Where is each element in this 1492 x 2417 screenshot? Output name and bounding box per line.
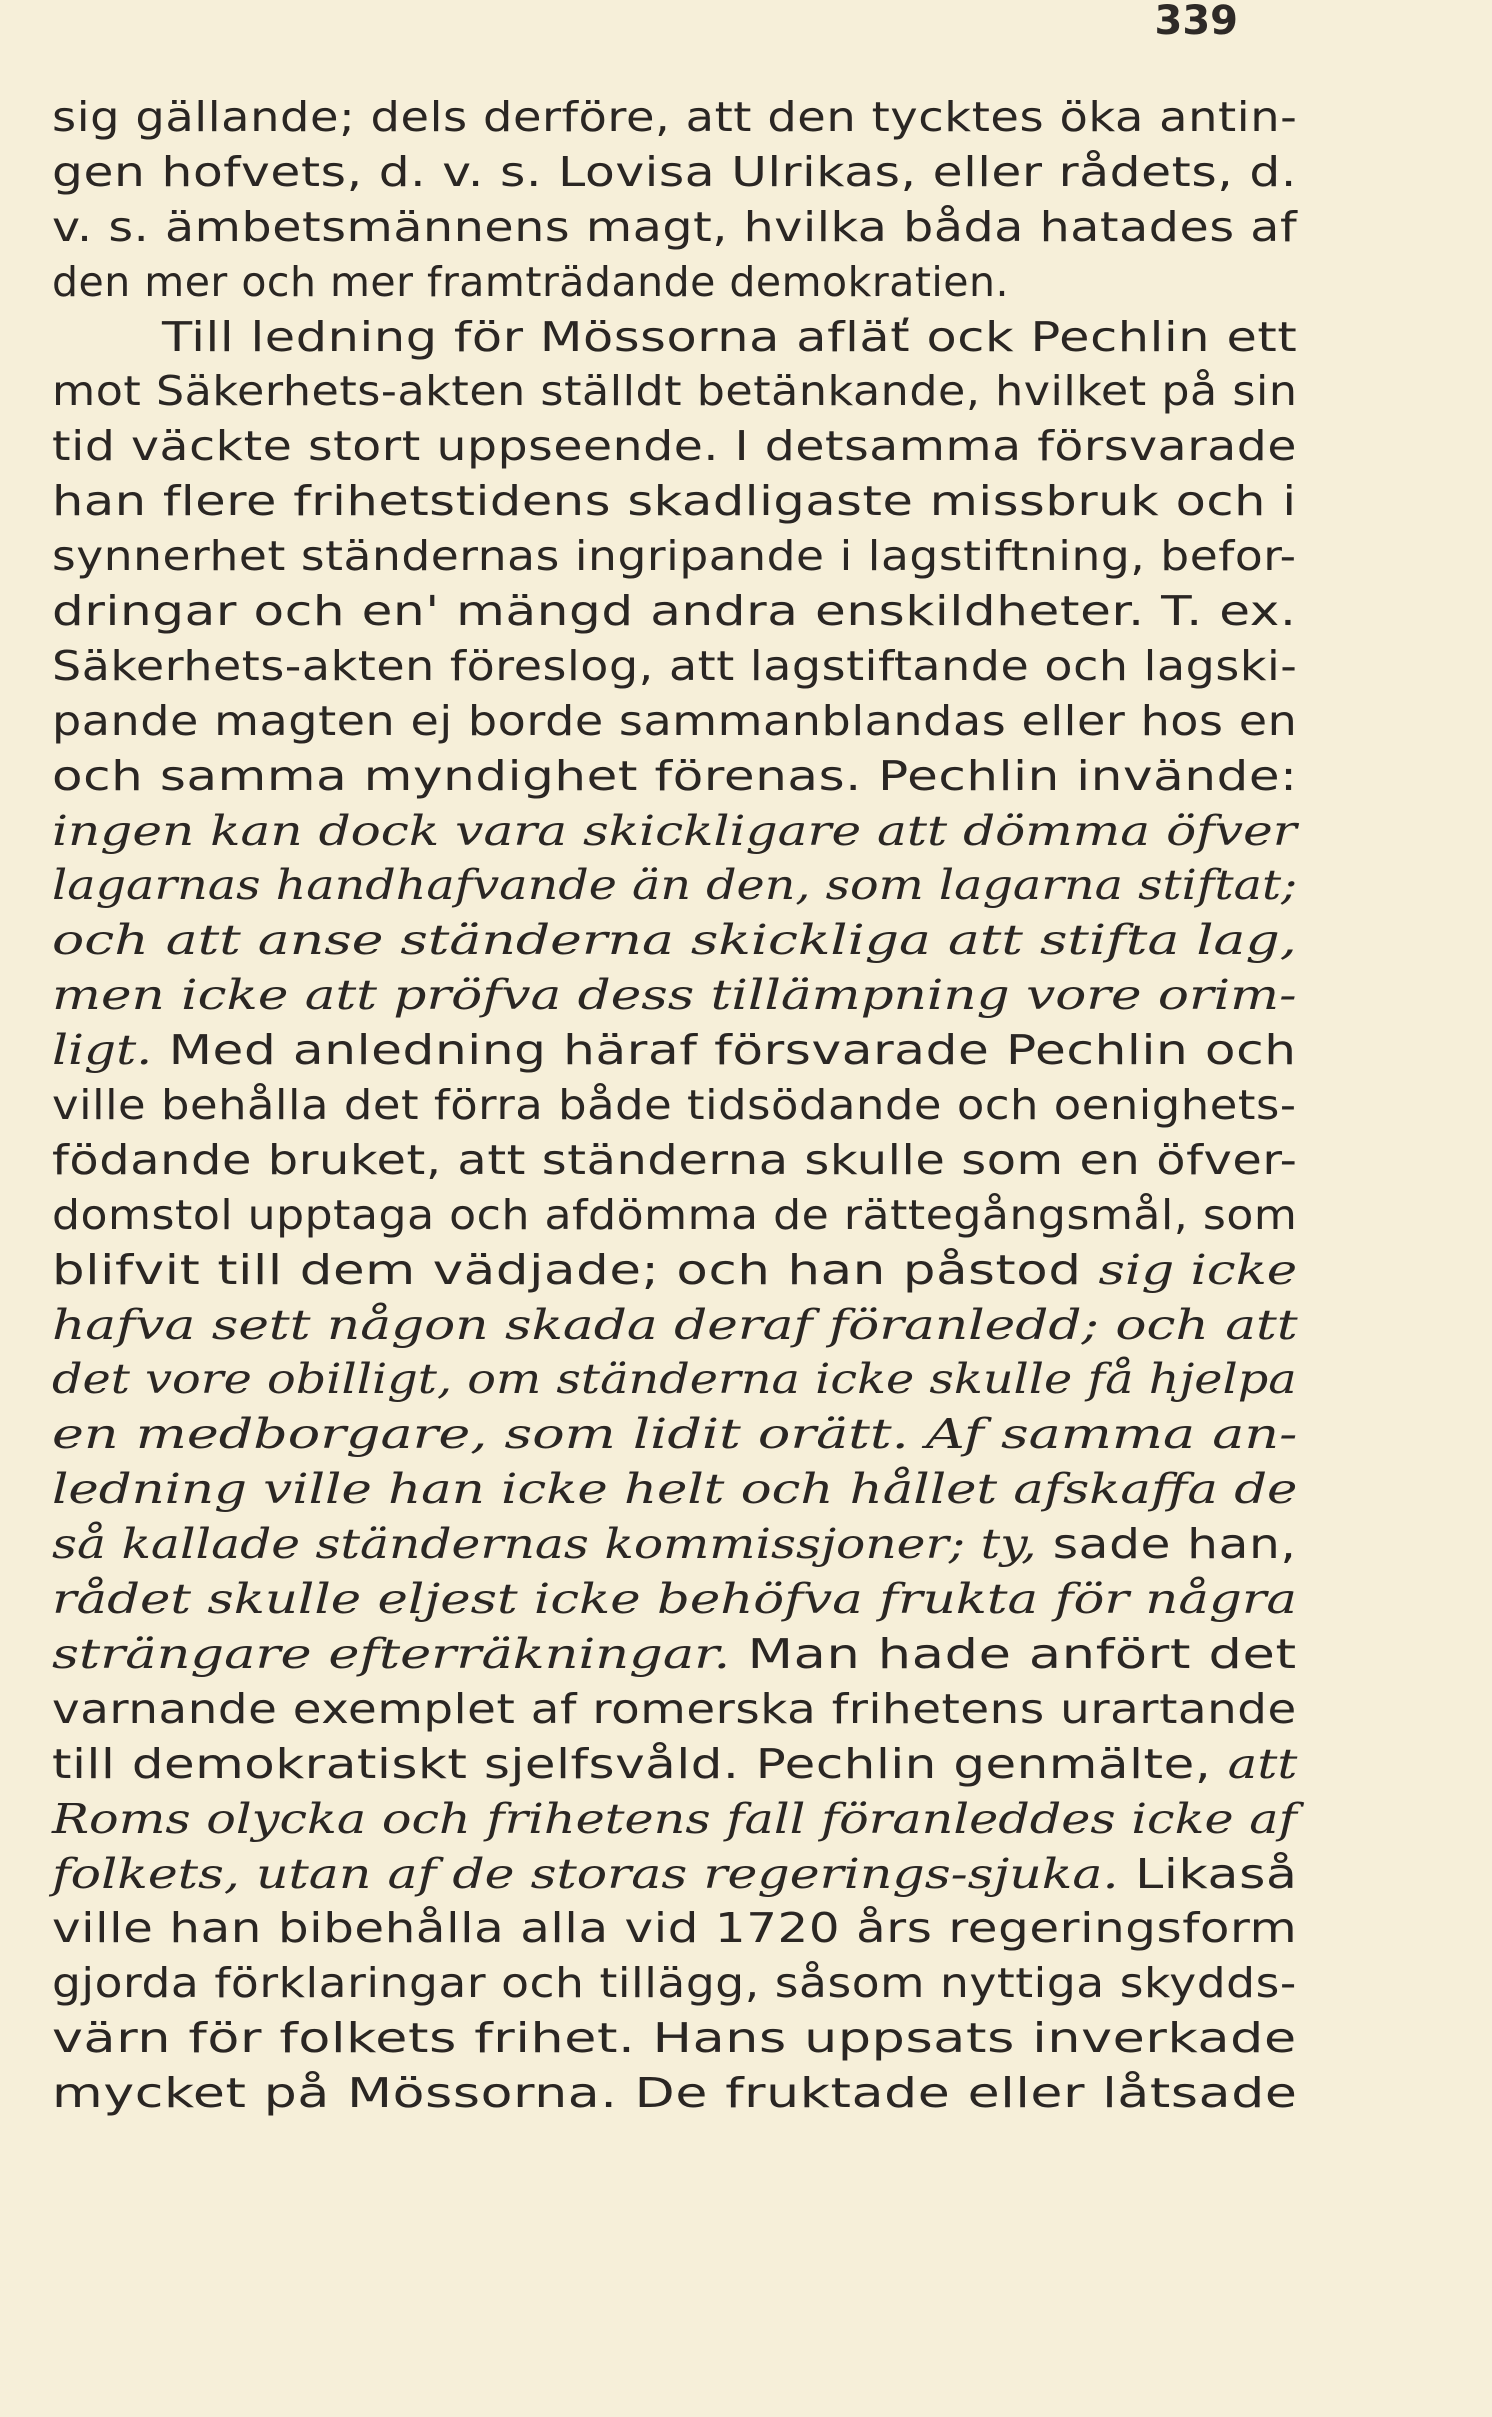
text-line-content: [52, 1517, 1296, 1572]
text-line: [52, 1956, 1297, 2011]
roman-text: han flere frihetstidens skadligaste missbruk och i: [52, 477, 1297, 526]
text-line-content: [52, 1243, 1297, 1298]
italic-text: lagarnas handhafvande än den, som lagarna stiftat;: [52, 861, 1298, 910]
italic-text: hafva sett någon skada deraf föranledd; och att: [52, 1300, 1298, 1349]
text-line: [52, 255, 1297, 310]
text-line-content: [162, 310, 1297, 365]
roman-text: pande magten ej borde sammanblandas eller hos en: [52, 696, 1298, 745]
text-line-content: [52, 1901, 1297, 1956]
text-line-content: [52, 1407, 1297, 1462]
roman-text: till demokratiskt sjelfsvåld. Pechlin genmälte,: [52, 1739, 1228, 1788]
italic-text: strängare efterräkningar.: [52, 1629, 731, 1678]
text-line: [52, 749, 1297, 804]
text-line-content: [52, 584, 1296, 639]
text-line: [52, 804, 1297, 859]
text-line-content: [52, 1133, 1297, 1188]
text-line: [52, 2066, 1297, 2121]
roman-text: ville behålla det förra både tidsödande och oenighets-: [52, 1081, 1297, 1130]
italic-text: rådet skulle eljest icke behöfva frukta för några: [52, 1575, 1298, 1624]
roman-text: tid väckte stort uppseende. I detsamma försvarade: [52, 422, 1297, 471]
roman-text: Man hade anfört det: [730, 1629, 1297, 1678]
text-line: [52, 913, 1297, 968]
roman-text: födande bruket, att ständerna skulle som en öfver-: [52, 1135, 1298, 1184]
text-line-content: [52, 694, 1297, 749]
text-line: [52, 1078, 1297, 1133]
text-line: [52, 858, 1297, 913]
text-line-content: [52, 255, 1009, 310]
text-line: [52, 1023, 1297, 1078]
italic-text: att: [1227, 1739, 1298, 1788]
roman-text: Till ledning för Mössorna afläť ock Pechlin ett: [162, 312, 1298, 361]
text-line: [52, 474, 1297, 529]
text-line: [52, 1298, 1297, 1353]
text-line: [52, 1627, 1297, 1682]
text-line: [52, 639, 1297, 694]
italic-text: så kallade ständernas kommissjoner; ty,: [52, 1520, 1037, 1569]
text-line-content: [52, 1352, 1297, 1407]
text-line-content: [52, 529, 1297, 584]
text-line: [52, 1901, 1297, 1956]
text-line: [52, 1243, 1297, 1298]
text-line-content: [52, 1078, 1297, 1133]
text-line-content: [52, 1023, 1297, 1078]
italic-text: sig icke: [1098, 1245, 1298, 1294]
text-line-content: [52, 1956, 1297, 2011]
italic-text: folkets, utan af de storas regerings-sjuka.: [52, 1849, 1119, 1898]
text-line: [52, 694, 1297, 749]
italic-text: och att anse ständerna skickliga att stifta lag,: [52, 916, 1297, 965]
roman-text: och samma myndighet förenas. Pechlin invände:: [52, 751, 1298, 800]
text-line-content: [52, 639, 1297, 694]
text-line: [52, 1792, 1297, 1847]
roman-text: den mer och mer framträdande demokratien.: [52, 257, 1010, 306]
roman-text: v. s. ämbetsmännens magt, hvilka båda hatades af: [52, 202, 1298, 251]
roman-text: domstol upptaga och afdömma de rättegångsmål, som: [52, 1190, 1298, 1239]
text-line-content: [52, 1298, 1298, 1353]
text-line-content: [52, 804, 1297, 859]
text-line-content: [52, 1462, 1297, 1517]
text-line-content: [52, 474, 1297, 529]
roman-text: Med anledning häraf försvarade Pechlin och: [152, 1026, 1297, 1075]
text-line: [52, 968, 1297, 1023]
italic-text: ingen kan dock vara skickligare att dömma öfver: [52, 806, 1297, 855]
italic-text: men icke att pröfva dess tillämpning vore orim-: [52, 971, 1297, 1020]
roman-text: sig gällande; dels derföre, att den tycktes öka antin-: [52, 93, 1298, 141]
text-line: [52, 90, 1297, 145]
text-line-content: [52, 90, 1297, 145]
text-line-content: [52, 1847, 1298, 1902]
text-line-content: [52, 364, 1298, 419]
roman-text: blifvit till dem vädjade; och han påstod: [52, 1245, 1099, 1294]
italic-text: Roms olycka och frihetens fall föranleddes icke af: [52, 1794, 1297, 1843]
text-line-content: [52, 200, 1297, 255]
text-line-content: [52, 1682, 1297, 1737]
text-line: [52, 2011, 1297, 2066]
page-number: 339: [1154, 0, 1238, 44]
roman-text: ville han bibehålla alla vid 1720 års regeringsform: [52, 1904, 1298, 1953]
roman-text: mycket på Mössorna. De fruktade eller låtsade: [52, 2069, 1298, 2118]
text-line-content: [52, 1627, 1297, 1682]
text-line: [52, 1133, 1297, 1188]
text-line: [52, 1462, 1297, 1517]
text-line: [52, 1572, 1297, 1627]
text-line: [52, 1407, 1297, 1462]
roman-text: Säkerhets-akten föreslog, att lagstiftande och lagski-: [52, 641, 1298, 690]
italic-text: det vore obilligt, om ständerna icke skulle få hjelpa: [52, 1355, 1297, 1404]
text-line: [52, 1517, 1297, 1572]
roman-text: dringar och en' mängd andra enskildheter. T. ex.: [52, 587, 1297, 636]
text-line: [52, 1682, 1297, 1737]
text-line: [52, 529, 1297, 584]
roman-text: gen hofvets, d. v. s. Lovisa Ulrikas, eller rådets, d.: [52, 147, 1297, 196]
italic-text: ligt.: [52, 1026, 153, 1075]
text-line: [52, 364, 1297, 419]
text-line: [52, 419, 1297, 474]
text-line-content: [52, 2066, 1298, 2121]
text-line: [52, 1737, 1297, 1792]
text-line-content: [52, 1188, 1297, 1243]
body-text: [52, 90, 1297, 2121]
roman-text: sade han,: [1036, 1520, 1297, 1569]
text-line-content: [52, 1572, 1297, 1627]
text-line: [52, 1352, 1297, 1407]
text-line: [52, 584, 1297, 639]
text-line-content: [52, 749, 1298, 804]
text-line: [52, 1847, 1297, 1902]
roman-text: Likaså: [1118, 1849, 1298, 1898]
text-line-content: [52, 858, 1297, 913]
text-line-content: [52, 419, 1297, 474]
text-line-content: [52, 1792, 1297, 1847]
text-line-content: [52, 2011, 1297, 2066]
italic-text: en medborgare, som lidit orätt. Af samma an-: [52, 1410, 1298, 1459]
text-line-content: [52, 145, 1297, 200]
text-line-content: [52, 1737, 1297, 1792]
italic-text: ledning ville han icke helt och hållet afskaffa de: [52, 1465, 1298, 1514]
text-line: [52, 1188, 1297, 1243]
text-line-content: [52, 968, 1297, 1023]
text-line: [52, 310, 1297, 365]
text-line: [52, 145, 1297, 200]
roman-text: synnerhet ständernas ingripande i lagstiftning, befor-: [52, 532, 1297, 581]
text-line-content: [52, 913, 1297, 968]
roman-text: mot Säkerhets-akten ställdt betänkande, hvilket på sin: [52, 367, 1298, 416]
roman-text: varnande exemplet af romerska frihetens urartande: [52, 1684, 1297, 1733]
text-line: [52, 200, 1297, 255]
roman-text: gjorda förklaringar och tillägg, såsom nyttiga skydds-: [52, 1959, 1297, 2008]
roman-text: värn för folkets frihet. Hans uppsats inverkade: [52, 2014, 1297, 2063]
